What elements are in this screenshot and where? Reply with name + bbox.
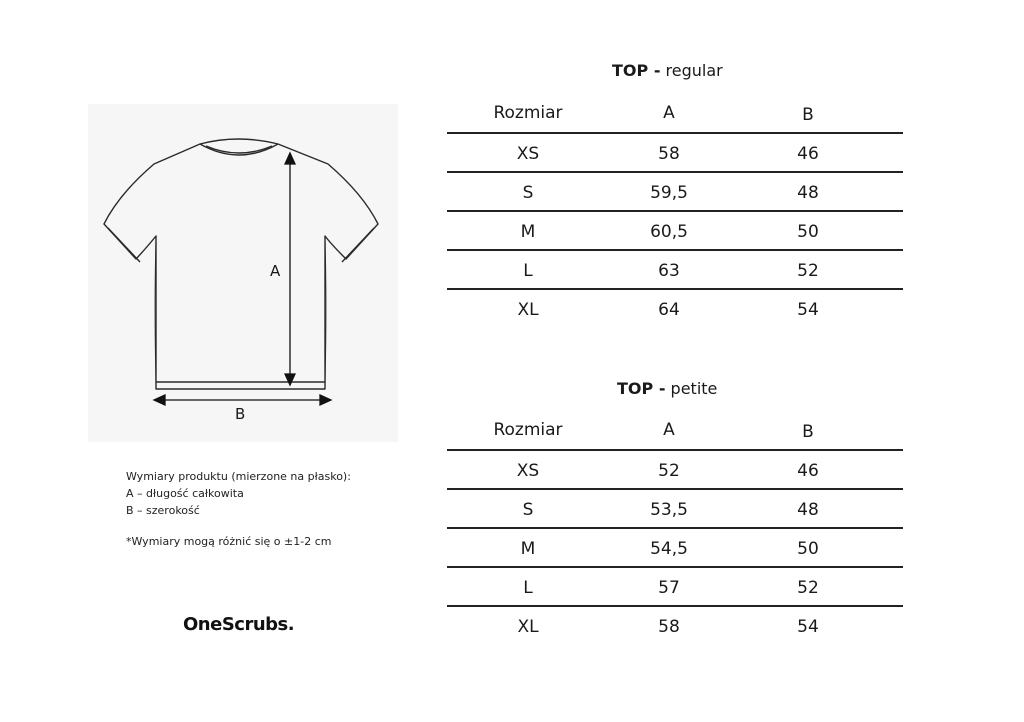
- tshirt-illustration: [88, 104, 398, 442]
- cell-size: L: [523, 578, 533, 598]
- header-b: B: [802, 422, 814, 442]
- cell-size: XL: [517, 617, 539, 637]
- cell-size: XL: [517, 300, 539, 320]
- table-header: [447, 94, 903, 134]
- measure-label-a: A: [270, 262, 281, 280]
- title-rest: regular: [660, 61, 723, 80]
- measurement-notes: [126, 468, 351, 550]
- header-b: B: [802, 105, 814, 125]
- cell-b: 48: [797, 183, 819, 203]
- cell-a: 58: [658, 144, 680, 164]
- header-size: Rozmiar: [493, 103, 563, 123]
- header-a: A: [663, 103, 675, 123]
- cell-a: 64: [658, 300, 680, 320]
- table-row: [447, 173, 903, 212]
- cell-a: 63: [658, 261, 680, 281]
- size-table-regular: [447, 94, 903, 327]
- table-row: [447, 529, 903, 568]
- cell-a: 60,5: [650, 222, 688, 242]
- table-title-petite: [617, 379, 717, 398]
- notes-footnote: *Wymiary mogą różnić się o ±1-2 cm: [126, 535, 332, 548]
- cell-a: 53,5: [650, 500, 688, 520]
- cell-b: 48: [797, 500, 819, 520]
- table-title-regular: [612, 61, 723, 80]
- cell-size: XS: [516, 461, 540, 481]
- measure-label-b: B: [235, 405, 246, 423]
- cell-b: 46: [797, 461, 819, 481]
- cell-b: 52: [797, 578, 819, 598]
- cell-b: 50: [797, 539, 819, 559]
- cell-a: 54,5: [650, 539, 688, 559]
- table-row: [447, 451, 903, 490]
- cell-size: S: [522, 500, 534, 520]
- cell-b: 54: [797, 300, 819, 320]
- notes-a: A – długość całkowita: [126, 487, 244, 500]
- cell-b: 50: [797, 222, 819, 242]
- cell-b: 46: [797, 144, 819, 164]
- table-row: [447, 290, 903, 327]
- title-bold: TOP -: [612, 61, 661, 80]
- notes-title: Wymiary produktu (mierzone na płasko):: [126, 470, 351, 483]
- notes-b: B – szerokość: [126, 504, 200, 517]
- cell-a: 58: [658, 617, 680, 637]
- table-row: [447, 212, 903, 251]
- cell-size: L: [523, 261, 533, 281]
- cell-b: 52: [797, 261, 819, 281]
- table-row: [447, 607, 903, 644]
- header-a: A: [663, 420, 675, 440]
- table-row: [447, 490, 903, 529]
- table-row: [447, 568, 903, 607]
- title-rest: petite: [665, 379, 718, 398]
- cell-a: 57: [658, 578, 680, 598]
- cell-size: M: [520, 222, 536, 242]
- cell-a: 59,5: [650, 183, 688, 203]
- table-row: [447, 251, 903, 290]
- table-header: [447, 411, 903, 451]
- cell-b: 54: [797, 617, 819, 637]
- title-bold: TOP -: [617, 379, 666, 398]
- header-size: Rozmiar: [493, 420, 563, 440]
- table-row: [447, 134, 903, 173]
- cell-a: 52: [658, 461, 680, 481]
- size-table-petite: [447, 411, 903, 644]
- cell-size: XS: [516, 144, 540, 164]
- cell-size: S: [522, 183, 534, 203]
- cell-size: M: [520, 539, 536, 559]
- brand-logo: OneScrubs.: [183, 614, 295, 635]
